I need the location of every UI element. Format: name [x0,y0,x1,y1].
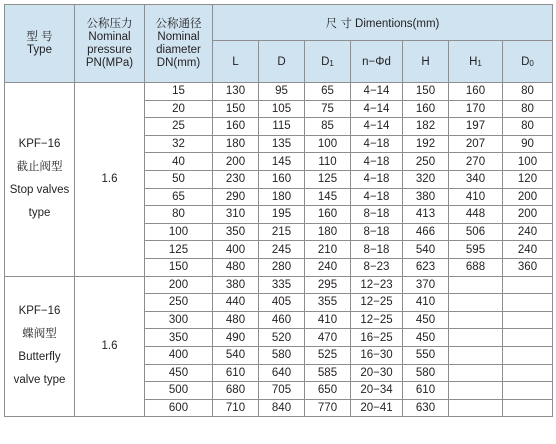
group-type: KPF−16 蝶阀型 Butterfly valve type [5,276,75,417]
cell-D0: 100 [503,153,553,171]
cell-dn: 15 [145,83,213,101]
cell-n-phi-d: 8−18 [351,223,403,241]
cell-dn: 250 [145,294,213,312]
cell-L: 230 [213,170,259,188]
cell-D0: 240 [503,241,553,259]
col-D0-text: $D_0$ [521,55,534,68]
cell-D: 195 [259,206,305,224]
cell-D0 [503,364,553,382]
header-dimensions: 尺 寸 Dimentions(mm) [213,5,553,41]
cell-n-phi-d: 20−30 [351,364,403,382]
cell-H1 [449,364,503,382]
cell-L: 290 [213,188,259,206]
cell-n-phi-d: 4−14 [351,83,403,101]
cell-H: 623 [403,258,449,276]
cell-D1: 110 [305,153,351,171]
cell-H1: 410 [449,188,503,206]
cell-H: 450 [403,329,449,347]
cell-dn: 80 [145,206,213,224]
cell-H1 [449,311,503,329]
table-row [5,83,553,101]
cell-D1: 295 [305,276,351,294]
cell-D1: 355 [305,294,351,312]
cell-H1: 340 [449,170,503,188]
cell-H: 250 [403,153,449,171]
cell-H1: 160 [449,83,503,101]
cell-n-phi-d: 20−41 [351,399,403,417]
cell-dn: 200 [145,276,213,294]
cell-H: 150 [403,83,449,101]
cell-D: 520 [259,329,305,347]
cell-H: 466 [403,223,449,241]
cell-D0: 200 [503,206,553,224]
cell-D: 245 [259,241,305,259]
cell-n-phi-d: 4−14 [351,100,403,118]
cell-H: 413 [403,206,449,224]
cell-dn: 20 [145,100,213,118]
cell-D: 580 [259,346,305,364]
cell-dn: 150 [145,258,213,276]
cell-D: 640 [259,364,305,382]
cell-n-phi-d: 8−23 [351,258,403,276]
cell-dn: 32 [145,135,213,153]
cell-L: 490 [213,329,259,347]
cell-L: 680 [213,382,259,400]
cell-D1: 145 [305,188,351,206]
cell-H1 [449,276,503,294]
header-pressure [75,5,145,83]
cell-D: 280 [259,258,305,276]
cell-n-phi-d: 12−25 [351,294,403,312]
cell-H: 610 [403,382,449,400]
cell-dn: 125 [145,241,213,259]
cell-H: 160 [403,100,449,118]
cell-L: 130 [213,83,259,101]
cell-dn: 500 [145,382,213,400]
header-pressure-text: 公称压力 Nominal pressure PN(MPa) [85,17,134,69]
cell-L: 200 [213,153,259,171]
cell-H: 630 [403,399,449,417]
cell-H: 550 [403,346,449,364]
cell-D: 840 [259,399,305,417]
cell-D1: 125 [305,170,351,188]
cell-D0: 360 [503,258,553,276]
cell-L: 610 [213,364,259,382]
cell-D1: 410 [305,311,351,329]
cell-D: 115 [259,118,305,136]
cell-dn: 350 [145,329,213,347]
cell-H1: 688 [449,258,503,276]
cell-dn: 450 [145,364,213,382]
cell-D0: 80 [503,83,553,101]
cell-D0 [503,399,553,417]
col-H1 [449,41,503,83]
cell-D1: 240 [305,258,351,276]
cell-D0: 80 [503,118,553,136]
col-D0 [503,41,553,83]
cell-H: 540 [403,241,449,259]
cell-D1: 585 [305,364,351,382]
cell-D0 [503,346,553,364]
group-type: KPF−16 截止阀型 Stop valves type [5,83,75,277]
cell-L: 380 [213,276,259,294]
cell-D0: 120 [503,170,553,188]
cell-D0: 80 [503,100,553,118]
cell-D0 [503,276,553,294]
cell-H: 182 [403,118,449,136]
cell-L: 480 [213,311,259,329]
cell-D0: 90 [503,135,553,153]
cell-L: 710 [213,399,259,417]
cell-dn: 400 [145,346,213,364]
col-n-phi-d: n−Φd [351,41,403,83]
cell-dn: 40 [145,153,213,171]
cell-n-phi-d: 20−34 [351,382,403,400]
cell-H1 [449,382,503,400]
cell-H1: 170 [449,100,503,118]
cell-dn: 50 [145,170,213,188]
cell-dn: 600 [145,399,213,417]
col-H1-text: $H_1$ [469,55,482,68]
cell-dn: 100 [145,223,213,241]
col-H: H [403,41,449,83]
cell-D: 405 [259,294,305,312]
cell-D: 135 [259,135,305,153]
cell-D1: 525 [305,346,351,364]
group-pn: 1.6 [75,276,145,417]
header-diameter [145,5,213,83]
cell-n-phi-d: 16−25 [351,329,403,347]
cell-n-phi-d: 4−18 [351,170,403,188]
cell-H1: 506 [449,223,503,241]
cell-L: 160 [213,118,259,136]
cell-H: 450 [403,311,449,329]
col-D: D [259,41,305,83]
group-pn: 1.6 [75,83,145,277]
cell-H1 [449,399,503,417]
cell-D1: 65 [305,83,351,101]
cell-H: 370 [403,276,449,294]
cell-dn: 25 [145,118,213,136]
cell-D1: 160 [305,206,351,224]
cell-D: 145 [259,153,305,171]
cell-D0 [503,382,553,400]
cell-D: 160 [259,170,305,188]
cell-n-phi-d: 12−23 [351,276,403,294]
cell-D0 [503,329,553,347]
cell-D0: 240 [503,223,553,241]
cell-n-phi-d: 16−30 [351,346,403,364]
cell-dn: 300 [145,311,213,329]
cell-D1: 75 [305,100,351,118]
cell-n-phi-d: 12−25 [351,311,403,329]
cell-D1: 85 [305,118,351,136]
cell-L: 480 [213,258,259,276]
cell-D: 215 [259,223,305,241]
table-row [5,276,553,294]
cell-D1: 180 [305,223,351,241]
cell-L: 350 [213,223,259,241]
cell-H1: 207 [449,135,503,153]
cell-L: 310 [213,206,259,224]
cell-H: 192 [403,135,449,153]
cell-D0 [503,294,553,312]
header-type [5,5,75,83]
cell-D: 705 [259,382,305,400]
cell-D0: 200 [503,188,553,206]
cell-D1: 210 [305,241,351,259]
cell-n-phi-d: 4−18 [351,188,403,206]
cell-n-phi-d: 8−18 [351,206,403,224]
cell-H1 [449,346,503,364]
cell-H1: 448 [449,206,503,224]
cell-L: 540 [213,346,259,364]
cell-H: 320 [403,170,449,188]
cell-D1: 100 [305,135,351,153]
cell-dn: 65 [145,188,213,206]
cell-D: 180 [259,188,305,206]
cell-L: 440 [213,294,259,312]
cell-D: 335 [259,276,305,294]
cell-L: 400 [213,241,259,259]
cell-H1: 197 [449,118,503,136]
table-body [5,83,553,417]
cell-D1: 470 [305,329,351,347]
cell-n-phi-d: 4−14 [351,118,403,136]
cell-L: 180 [213,135,259,153]
spec-table [4,4,553,417]
cell-D: 460 [259,311,305,329]
cell-H1 [449,329,503,347]
cell-n-phi-d: 8−18 [351,241,403,259]
cell-H1: 270 [449,153,503,171]
cell-D0 [503,311,553,329]
col-L: L [213,41,259,83]
col-D1 [305,41,351,83]
cell-H: 380 [403,188,449,206]
cell-H: 580 [403,364,449,382]
cell-H: 410 [403,294,449,312]
cell-H1 [449,294,503,312]
cell-D1: 770 [305,399,351,417]
cell-D1: 650 [305,382,351,400]
cell-n-phi-d: 4−18 [351,153,403,171]
cell-n-phi-d: 4−18 [351,135,403,153]
header-diameter-text: 公称通径 Nominal diameter DN(mm) [155,17,202,69]
cell-L: 150 [213,100,259,118]
cell-H1: 595 [449,241,503,259]
header-type-text: 型 号 Type [26,30,53,56]
cell-D: 95 [259,83,305,101]
col-D1-text: $D_1$ [321,55,334,68]
cell-D: 105 [259,100,305,118]
